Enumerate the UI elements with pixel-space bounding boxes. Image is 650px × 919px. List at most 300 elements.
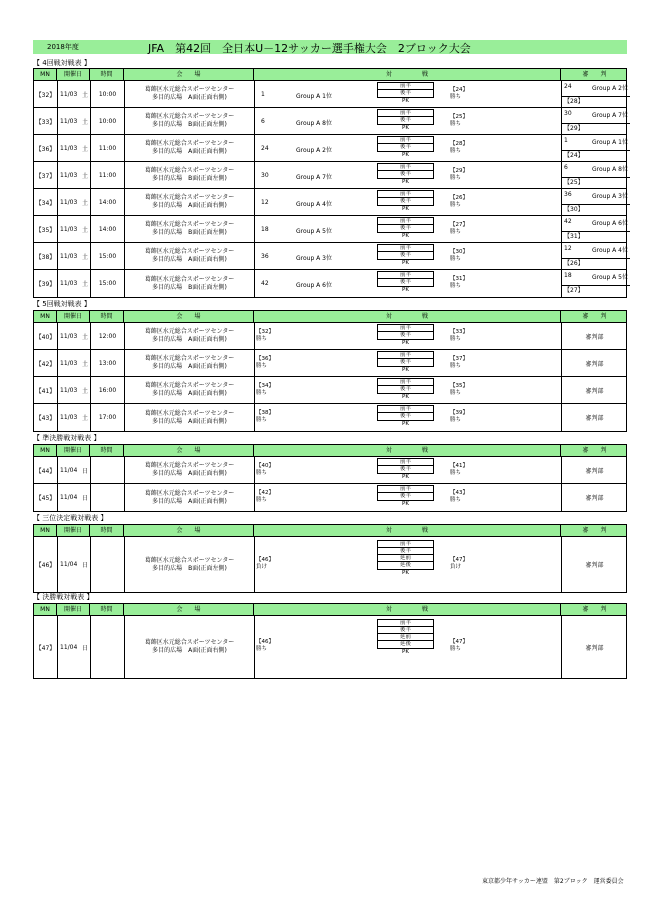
score-periods <box>377 485 434 501</box>
venue-field: 多目的広場 A面(正面右側) <box>152 202 227 209</box>
column-header-match: 対 戦 <box>254 69 561 81</box>
score-periods <box>377 82 434 98</box>
match-number: 【36】 <box>35 145 56 153</box>
home-seed-number: 12 <box>261 198 269 206</box>
document-header <box>33 40 627 54</box>
home-seed-number: 42 <box>261 279 269 287</box>
venue-cell <box>124 162 254 188</box>
date-cell <box>57 350 90 376</box>
referee-org: 審判部 <box>585 495 604 502</box>
period-label: 後半 <box>399 279 411 285</box>
venue-name: 葛飾区水元総合スポーツセンター <box>144 140 235 147</box>
score-periods <box>377 324 434 340</box>
column-header-time: 時間 <box>90 69 124 81</box>
referee-source-match: 【31】 <box>561 231 630 242</box>
kickoff-time <box>90 484 124 511</box>
column-header-venue: 会 場 <box>124 445 254 457</box>
referee-org: 審判部 <box>585 333 604 341</box>
column-header-mn: MN <box>34 604 57 616</box>
venue-cell <box>124 404 254 431</box>
venue-field: 多目的広場 B面(正面左側) <box>152 283 227 291</box>
score-periods <box>377 271 434 287</box>
period-label: 前半 <box>378 541 433 548</box>
table-header-row <box>34 69 626 81</box>
column-header-venue: 会 場 <box>124 525 254 537</box>
match-weekday: 土 <box>82 253 89 261</box>
home-seed-number: 18 <box>261 225 269 233</box>
match-weekday: 日 <box>82 644 89 652</box>
section-title: 【 決勝戦対戦表 】 <box>33 593 94 601</box>
venue-name: 葛飾区水元総合スポーツセンター <box>144 167 235 174</box>
score-periods <box>377 405 434 421</box>
table-row <box>34 216 629 243</box>
section-title: 【 三位決定戦対戦表 】 <box>33 514 108 522</box>
match-number: 【46】 <box>35 562 56 569</box>
penalty-kick-label: PK <box>402 394 409 400</box>
venue-name: 葛飾区水元総合スポーツセンター <box>144 328 235 335</box>
away-source-match: 【25】 <box>450 113 468 120</box>
match-number: 【44】 <box>35 467 56 475</box>
match-number: 【45】 <box>35 495 56 502</box>
kickoff-time: 12:00 <box>90 323 124 349</box>
referee-seed-number: 6 <box>564 164 568 171</box>
referee-seed-number: 1 <box>564 137 568 144</box>
venue-field: 多目的広場 A面(正面右側) <box>152 256 227 263</box>
match-number: 【47】 <box>35 644 56 652</box>
away-source-match: 【24】 <box>450 86 468 93</box>
home-source-result: 勝ち <box>256 389 268 396</box>
home-team: Group A 1位 <box>296 92 333 100</box>
home-source-match: 【34】 <box>256 382 274 389</box>
home-seed-number: 36 <box>261 252 269 260</box>
period-label: 後半 <box>378 548 433 555</box>
venue-cell <box>124 537 254 592</box>
kickoff-time: 14:00 <box>90 189 124 215</box>
period-label: 前半 <box>378 83 433 90</box>
venue-cell <box>124 81 254 107</box>
referee-org: 審判部 <box>585 387 604 395</box>
referee-assignment <box>561 135 627 162</box>
period-label: 後半 <box>399 144 411 150</box>
match-weekday: 土 <box>82 281 89 288</box>
penalty-kick-label: PK <box>402 233 409 239</box>
match-date: 11/03 <box>60 332 78 340</box>
match-date: 11/03 <box>60 90 78 98</box>
penalty-kick-label: PK <box>402 287 409 293</box>
score-periods <box>377 217 434 233</box>
referee-assignment <box>561 216 627 243</box>
venue-name: 葛飾区水元総合スポーツセンター <box>144 489 235 497</box>
home-source-result: 勝ち <box>256 469 268 476</box>
date-cell <box>57 135 90 161</box>
match-weekday: 土 <box>82 360 89 368</box>
match-date: 11/03 <box>60 117 78 125</box>
date-cell <box>57 484 90 511</box>
penalty-kick-label: PK <box>402 367 409 373</box>
match-weekday: 土 <box>82 387 89 395</box>
referee-source-match: 【26】 <box>561 258 630 269</box>
venue-field: 多目的広場 A面(正面右側) <box>152 417 227 425</box>
match-number: 【33】 <box>35 118 56 126</box>
period-label: 前半 <box>378 352 433 359</box>
fiscal-year: 2018年度 <box>47 43 79 51</box>
period-label: 前半 <box>378 164 433 171</box>
match-date: 11/03 <box>60 359 78 367</box>
venue-field: 多目的広場 B面(正面左側) <box>152 564 227 572</box>
table-row <box>34 484 626 511</box>
column-header-date: 開催日 <box>57 604 90 616</box>
match-weekday: 土 <box>82 333 89 341</box>
away-source-result: 勝ち <box>450 496 462 503</box>
column-header-ref: 審 判 <box>582 447 607 454</box>
referee-team: Group A 3位 <box>592 193 629 200</box>
venue-field: 多目的広場 A面(正面右側) <box>152 497 227 505</box>
away-source-result: 勝ち <box>450 255 462 262</box>
venue-cell <box>124 323 254 349</box>
venue-name: 葛飾区水元総合スポーツセンター <box>144 409 235 417</box>
home-source-match: 【36】 <box>256 355 274 362</box>
penalty-kick-label: PK <box>402 125 409 131</box>
period-label: 延後 <box>399 562 411 568</box>
home-team: Group A 5位 <box>296 227 333 235</box>
referee-assignment <box>561 270 627 297</box>
home-source-result: 勝ち <box>256 416 268 423</box>
column-header-match: 対 戦 <box>254 604 561 616</box>
venue-field: 多目的広場 A面(正面右側) <box>152 94 227 101</box>
period-label: 後半 <box>399 386 411 392</box>
venue-field: 多目的広場 A面(正面右側) <box>152 363 227 370</box>
score-periods <box>377 351 434 367</box>
column-header-time: 時間 <box>90 525 124 537</box>
score-periods <box>377 190 434 206</box>
match-date: 11/03 <box>60 280 78 287</box>
table-row <box>34 81 629 108</box>
period-label: 延後 <box>399 641 411 647</box>
away-source-match: 【28】 <box>450 140 468 147</box>
home-source-match: 【40】 <box>256 462 274 469</box>
kickoff-time: 13:00 <box>90 350 124 376</box>
venue-field: 多目的広場 B面(正面左側) <box>152 175 227 182</box>
column-header-date: 開催日 <box>57 525 90 537</box>
venue-name: 葛飾区水元総合スポーツセンター <box>144 556 235 564</box>
referee-seed-number: 36 <box>564 191 572 198</box>
home-team: Group A 3位 <box>296 254 333 262</box>
referee-team: Group A 7位 <box>592 112 629 119</box>
match-number: 【35】 <box>35 226 56 234</box>
penalty-kick-label: PK <box>402 179 409 185</box>
referee-team: Group A 8位 <box>592 166 629 173</box>
date-cell <box>57 537 90 592</box>
kickoff-time <box>90 616 124 678</box>
referee-assignment <box>561 162 627 189</box>
period-label: 後半 <box>399 252 411 258</box>
period-label: 後半 <box>399 117 411 123</box>
venue-cell <box>124 216 254 242</box>
venue-cell <box>124 270 254 297</box>
column-header-date: 開催日 <box>57 445 90 457</box>
match-date: 11/03 <box>60 171 78 179</box>
period-label: 後半 <box>399 90 411 96</box>
kickoff-time: 15:00 <box>90 270 124 297</box>
table-row <box>34 243 629 270</box>
column-header-ref: 審 判 <box>582 606 607 613</box>
penalty-kick-label: PK <box>402 421 409 427</box>
penalty-kick-label: PK <box>402 152 409 158</box>
away-source-match: 【43】 <box>450 489 468 496</box>
away-source-match: 【29】 <box>450 167 468 174</box>
away-source-result: 勝ち <box>450 335 462 342</box>
home-seed-number: 1 <box>261 90 265 98</box>
kickoff-time: 10:00 <box>90 81 124 107</box>
period-label: 後半 <box>399 359 411 365</box>
away-source-match: 【39】 <box>450 409 468 416</box>
date-cell <box>57 162 90 188</box>
column-header-time: 時間 <box>90 604 124 616</box>
score-periods <box>377 458 434 474</box>
date-cell <box>57 457 90 483</box>
venue-name: 葛飾区水元総合スポーツセンター <box>144 194 235 201</box>
match-table <box>33 310 627 432</box>
date-cell <box>57 270 90 297</box>
away-source-result: 負け <box>450 563 462 570</box>
match-weekday: 土 <box>82 199 89 207</box>
match-number: 【32】 <box>35 91 56 99</box>
match-number: 【38】 <box>35 253 56 261</box>
period-label: 後半 <box>399 466 411 472</box>
referee-org: 審判部 <box>585 360 604 368</box>
column-header-venue: 会 場 <box>124 69 254 81</box>
period-label: 後半 <box>378 627 433 634</box>
table-row <box>34 457 626 484</box>
period-label: 前半 <box>378 379 433 386</box>
penalty-kick-label: PK <box>402 340 409 346</box>
away-source-match: 【35】 <box>450 382 468 389</box>
column-header-date: 開催日 <box>57 311 90 323</box>
match-number: 【34】 <box>35 199 56 207</box>
referee-team: Group A 2位 <box>592 85 629 92</box>
table-row <box>34 135 629 162</box>
match-weekday: 日 <box>82 562 89 569</box>
venue-cell <box>124 108 254 134</box>
match-date: 11/03 <box>60 225 78 233</box>
section-title: 【 5回戦対戦表 】 <box>33 300 91 308</box>
away-source-result: 勝ち <box>450 282 462 289</box>
period-label: 後半 <box>399 225 411 231</box>
away-source-result: 勝ち <box>450 416 462 423</box>
kickoff-time: 11:00 <box>90 135 124 161</box>
match-number: 【39】 <box>35 281 56 288</box>
table-header-row <box>34 311 626 323</box>
period-label: 前半 <box>378 110 433 117</box>
venue-cell <box>124 189 254 215</box>
match-weekday: 土 <box>82 415 89 422</box>
referee-seed-number: 24 <box>564 83 572 90</box>
score-periods <box>377 619 434 649</box>
table-row <box>34 189 629 216</box>
date-cell <box>57 323 90 349</box>
kickoff-time <box>90 457 124 483</box>
penalty-kick-label: PK <box>402 501 409 507</box>
home-source-result: 負け <box>256 563 268 570</box>
venue-cell <box>124 350 254 376</box>
match-date: 11/03 <box>60 386 78 394</box>
table-row <box>34 537 626 592</box>
referee-source-match: 【24】 <box>561 150 630 161</box>
referee-assignment <box>561 243 627 270</box>
home-seed-number: 24 <box>261 144 269 152</box>
referee-team: Group A 1位 <box>592 139 629 146</box>
column-header-ref: 審 判 <box>582 313 607 320</box>
referee-team: Group A 5位 <box>592 274 629 281</box>
away-source-match: 【47】 <box>450 556 468 563</box>
referee-org: 審判部 <box>585 415 604 422</box>
penalty-kick-label: PK <box>402 98 409 104</box>
score-periods <box>377 163 434 179</box>
kickoff-time: 10:00 <box>90 108 124 134</box>
column-header-match: 対 戦 <box>254 311 561 323</box>
period-label: 延前 <box>378 555 433 562</box>
score-periods <box>377 109 434 125</box>
column-header-date: 開催日 <box>57 69 90 81</box>
referee-seed-number: 30 <box>564 110 572 117</box>
score-periods <box>377 378 434 394</box>
table-row <box>34 108 629 135</box>
away-source-result: 勝ち <box>450 93 462 100</box>
match-weekday: 土 <box>82 118 89 126</box>
venue-name: 葛飾区水元総合スポーツセンター <box>144 639 235 646</box>
column-header-mn: MN <box>34 69 57 81</box>
date-cell <box>57 216 90 242</box>
match-date: 11/04 <box>60 494 78 501</box>
venue-field: 多目的広場 A面(正面右側) <box>152 336 227 343</box>
home-source-result: 勝ち <box>256 646 268 652</box>
away-source-match: 【27】 <box>450 221 468 228</box>
venue-cell <box>124 484 254 511</box>
column-header-ref: 審 判 <box>582 527 607 534</box>
match-number: 【43】 <box>35 415 56 422</box>
date-cell <box>57 377 90 403</box>
document-title: JFA 第42回 全日本U－12サッカー選手権大会 2ブロック大会 <box>148 42 471 55</box>
period-label: 後半 <box>399 413 411 419</box>
match-weekday: 土 <box>82 172 89 180</box>
venue-cell <box>124 377 254 403</box>
venue-name: 葛飾区水元総合スポーツセンター <box>144 221 235 228</box>
venue-cell <box>124 457 254 483</box>
column-header-mn: MN <box>34 311 57 323</box>
away-source-result: 勝ち <box>450 469 462 476</box>
period-label: 後半 <box>399 171 411 177</box>
period-label: 前半 <box>378 272 433 279</box>
away-source-result: 勝ち <box>450 120 462 127</box>
venue-name: 葛飾区水元総合スポーツセンター <box>144 248 235 255</box>
period-label: 前半 <box>378 218 433 225</box>
referee-seed-number: 12 <box>564 245 572 252</box>
period-label: 前半 <box>378 406 433 413</box>
venue-field: 多目的広場 A面(正面右側) <box>152 390 227 397</box>
away-source-result: 勝ち <box>450 147 462 154</box>
period-label: 前半 <box>378 325 433 332</box>
period-label: 前半 <box>378 191 433 198</box>
table-header-row <box>34 525 626 537</box>
kickoff-time: 16:00 <box>90 377 124 403</box>
home-source-match: 【46】 <box>256 639 274 645</box>
referee-assignment <box>561 81 627 108</box>
penalty-kick-label: PK <box>402 206 409 212</box>
away-source-result: 勝ち <box>450 228 462 235</box>
away-source-match: 【30】 <box>450 248 468 255</box>
date-cell <box>57 616 90 678</box>
kickoff-time <box>90 537 124 592</box>
date-cell <box>57 108 90 134</box>
table-row <box>34 350 626 377</box>
match-number: 【42】 <box>35 360 56 368</box>
match-number: 【37】 <box>35 172 56 180</box>
venue-cell <box>124 135 254 161</box>
referee-source-match: 【27】 <box>561 285 630 296</box>
referee-assignment <box>561 189 627 216</box>
venue-cell <box>124 616 254 678</box>
match-number: 【40】 <box>35 333 56 341</box>
home-seed-number: 30 <box>261 171 269 179</box>
referee-source-match: 【29】 <box>561 123 630 134</box>
away-source-result: 勝ち <box>450 646 462 652</box>
referee-org: 審判部 <box>585 467 604 475</box>
match-date: 11/03 <box>60 414 78 421</box>
column-header-time: 時間 <box>90 445 124 457</box>
score-periods <box>377 540 434 570</box>
match-table <box>33 444 627 512</box>
column-header-time: 時間 <box>90 311 124 323</box>
date-cell <box>57 189 90 215</box>
period-label: 後半 <box>399 198 411 204</box>
table-row <box>34 377 626 404</box>
home-source-match: 【32】 <box>256 328 274 335</box>
period-label: 前半 <box>378 620 433 627</box>
kickoff-time: 11:00 <box>90 162 124 188</box>
column-header-match: 対 戦 <box>254 445 561 457</box>
period-label: 後半 <box>399 493 411 499</box>
home-seed-number: 6 <box>261 117 265 125</box>
column-header-ref: 審 判 <box>582 71 607 78</box>
table-header-row <box>34 445 626 457</box>
referee-source-match: 【30】 <box>561 204 630 215</box>
referee-team: Group A 4位 <box>592 247 629 254</box>
venue-name: 葛飾区水元総合スポーツセンター <box>144 113 235 120</box>
date-cell <box>57 404 90 431</box>
date-cell <box>57 243 90 269</box>
referee-seed-number: 42 <box>564 218 572 225</box>
match-date: 11/04 <box>60 466 78 474</box>
table-row <box>34 162 629 189</box>
referee-team: Group A 6位 <box>592 220 629 227</box>
match-date: 11/03 <box>60 252 78 260</box>
away-source-match: 【33】 <box>450 328 468 335</box>
away-source-result: 勝ち <box>450 389 462 396</box>
away-source-match: 【31】 <box>450 275 468 282</box>
home-source-match: 【46】 <box>256 556 274 563</box>
penalty-kick-label: PK <box>402 260 409 266</box>
referee-source-match: 【25】 <box>561 177 630 188</box>
referee-seed-number: 18 <box>564 272 572 279</box>
column-header-mn: MN <box>34 525 57 537</box>
column-header-venue: 会 場 <box>124 604 254 616</box>
penalty-kick-label: PK <box>402 649 409 655</box>
away-source-result: 勝ち <box>450 174 462 181</box>
match-date: 11/03 <box>60 198 78 206</box>
score-periods <box>377 244 434 260</box>
match-number: 【41】 <box>35 387 56 395</box>
venue-name: 葛飾区水元総合スポーツセンター <box>144 86 235 93</box>
